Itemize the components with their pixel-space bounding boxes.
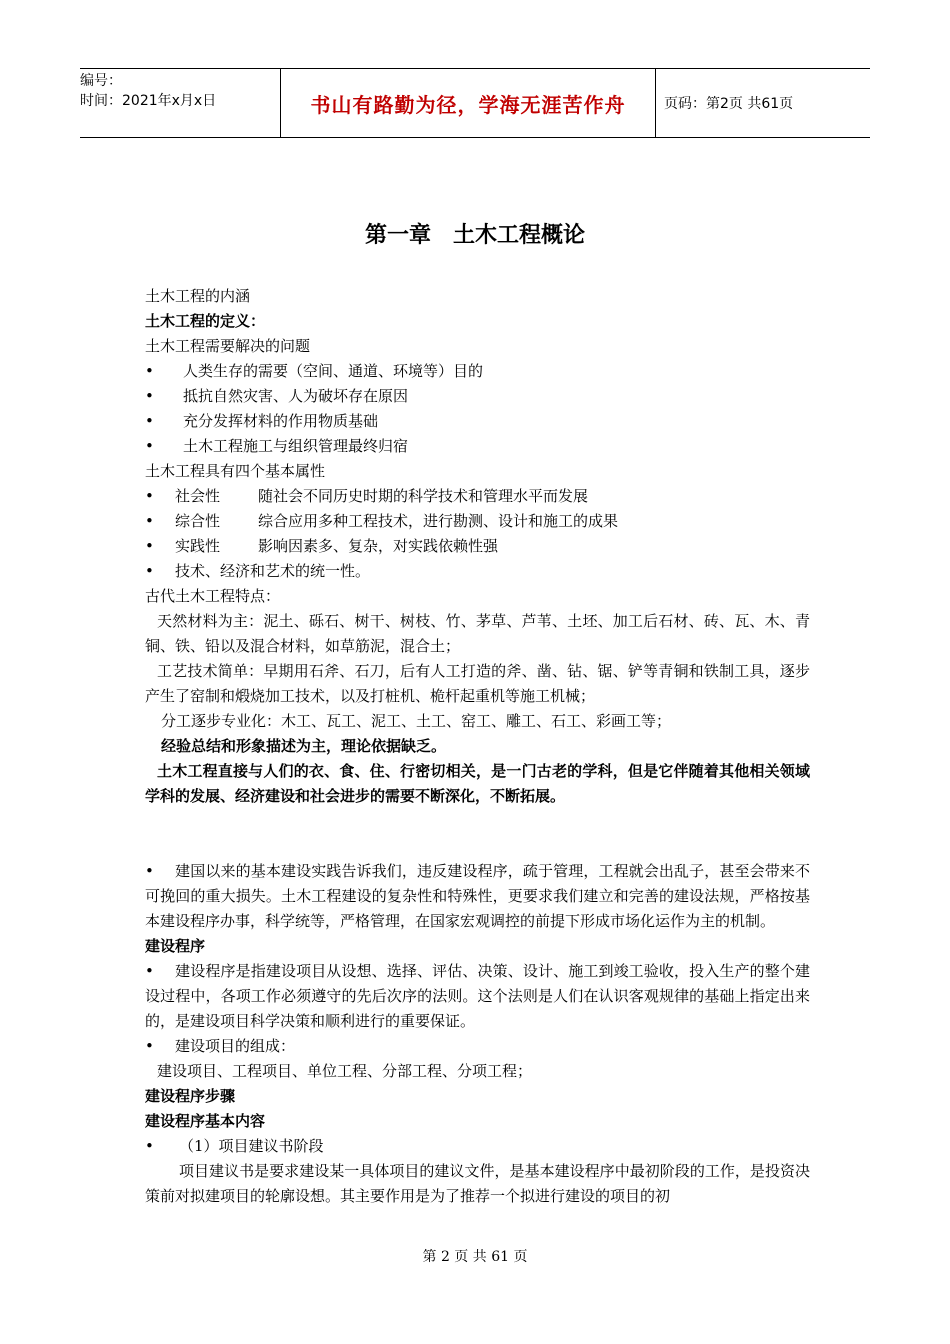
bullet-icon: • — [145, 562, 154, 580]
attribute-item — [145, 534, 810, 559]
bullet-item — [145, 434, 810, 459]
attribute-term: 社会性 — [175, 487, 221, 505]
attribute-desc: 综合应用多种工程技术，进行勘测、设计和施工的成果 — [258, 512, 619, 530]
document-body — [145, 284, 810, 1209]
attribute-desc: 影响因素多、复杂，对实践依赖性强 — [258, 537, 499, 555]
page-header — [80, 68, 870, 138]
paragraph: 土木工程直接与人们的衣、食、住、行密切相关，是一门古老的学科，但是它伴随着其他相关领域学科的发展、经济建设和社会进步的需要不断深化，不断拓展。 — [145, 762, 810, 805]
number-label: 编号： — [80, 73, 122, 89]
bullet-paragraph — [145, 859, 810, 934]
text-line: 土木工程的内涵 — [145, 287, 251, 305]
bullet-paragraph — [145, 959, 810, 1034]
bullet-text: 建设程序是指建设项目从设想、选择、评估、决策、设计、施工到竣工验收，投入生产的整个建设过程中，各项工作必须遵守的先后次序的法则。这个法则是人们在认识客观规律的基础上指定出来的，是建设项目科学决策和顺利进行的重要保证。 — [145, 962, 810, 1030]
paragraph: 项目建议书是要求建设某一具体项目的建议文件，是基本建设程序中最初阶段的工作，是投资决策前对拟建项目的轮廓设想。其主要作用是为了推荐一个拟进行建设的项目的初 — [145, 1162, 810, 1205]
paragraph: 分工逐步专业化：木工、瓦工、泥工、土工、窑工、雕工、石工、彩画工等； — [161, 712, 672, 730]
attribute-term: 实践性 — [175, 537, 221, 555]
bullet-icon: • — [145, 1137, 154, 1155]
bullet-icon: • — [145, 962, 154, 980]
chapter-title: 第一章 土木工程概论 — [364, 223, 585, 248]
attribute-item — [145, 484, 810, 509]
attribute-desc: 随社会不同历史时期的科学技术和管理水平而发展 — [258, 487, 589, 505]
bullet-text: 建国以来的基本建设实践告诉我们，违反建设程序，疏于管理，工程就会出乱子，甚至会带来不可挽回的重大损失。土木工程建设的复杂性和特殊性，更要求我们建立和完善的建设法规，严格按基本建设程序办事，科学统等，严格管理，在国家宏观调控的前提下形成市场化运作为主的机制。 — [145, 862, 810, 930]
attribute-item — [145, 509, 810, 534]
bullet-icon: • — [145, 362, 154, 380]
bullet-icon: • — [145, 412, 154, 430]
bullet-icon: • — [145, 487, 154, 505]
spacer — [145, 809, 810, 859]
bullet-icon: • — [145, 862, 154, 880]
paragraph: 工艺技术简单：早期用石斧、石刀，后有人工打造的斧、凿、钻、锯、铲等青铜和铁制工具，逐步产生了窑制和煅烧加工技术，以及打桩机、桅杆起重机等施工机械； — [145, 662, 810, 705]
heading: 建设程序基本内容 — [145, 1112, 266, 1130]
heading: 建设程序步骤 — [145, 1087, 236, 1105]
bullet-item — [145, 409, 810, 434]
paragraph: 经验总结和形象描述为主，理论依据缺乏。 — [161, 737, 447, 755]
text-line: 古代土木工程特点： — [145, 587, 281, 605]
bullet-item — [145, 1134, 810, 1159]
attribute-desc: 技术、经济和艺术的统一性。 — [175, 562, 371, 580]
attribute-term: 综合性 — [175, 512, 221, 530]
bullet-text: 土木工程施工与组织管理最终归宿 — [183, 437, 409, 455]
bullet-icon: • — [145, 437, 154, 455]
bullet-item — [145, 359, 810, 384]
header-motto-cell — [280, 69, 656, 137]
heading: 建设程序 — [145, 937, 206, 955]
bullet-text: 抵抗自然灾害、人为破坏存在原因 — [183, 387, 409, 405]
bullet-text: （1）项目建议书阶段 — [179, 1137, 324, 1155]
heading: 土木工程的定义： — [145, 312, 266, 330]
text-line: 建设项目、工程项目、单位工程、分部工程、分项工程； — [157, 1062, 533, 1080]
text-line: 土木工程需要解决的问题 — [145, 337, 311, 355]
header-motto: 书山有路勤为径，学海无涯苦作舟 — [310, 92, 626, 117]
bullet-icon: • — [145, 537, 154, 555]
bullet-text: 人类生存的需要（空间、通道、环境等）目的 — [183, 362, 484, 380]
bullet-item — [145, 1034, 810, 1059]
time-label: 时间：2021年x月x日 — [80, 93, 217, 109]
bullet-text: 建设项目的组成： — [175, 1037, 296, 1055]
header-meta — [80, 69, 280, 137]
attribute-item — [145, 559, 810, 584]
bullet-item — [145, 384, 810, 409]
page-footer: 第 2 页 共 61 页 — [422, 1249, 528, 1265]
bullet-icon: • — [145, 512, 154, 530]
text-line: 土木工程具有四个基本属性 — [145, 462, 326, 480]
header-page-info: 页码：第2页 共61页 — [664, 96, 794, 112]
header-page-info-cell — [656, 69, 870, 137]
bullet-text: 充分发挥材料的作用物质基础 — [183, 412, 379, 430]
paragraph: 天然材料为主：泥土、砾石、树干、树枝、竹、茅草、芦苇、土坯、加工后石材、砖、瓦、木、青铜、铁、铅以及混合材料，如草筋泥，混合土； — [145, 612, 810, 655]
bullet-icon: • — [145, 387, 154, 405]
bullet-icon: • — [145, 1037, 154, 1055]
